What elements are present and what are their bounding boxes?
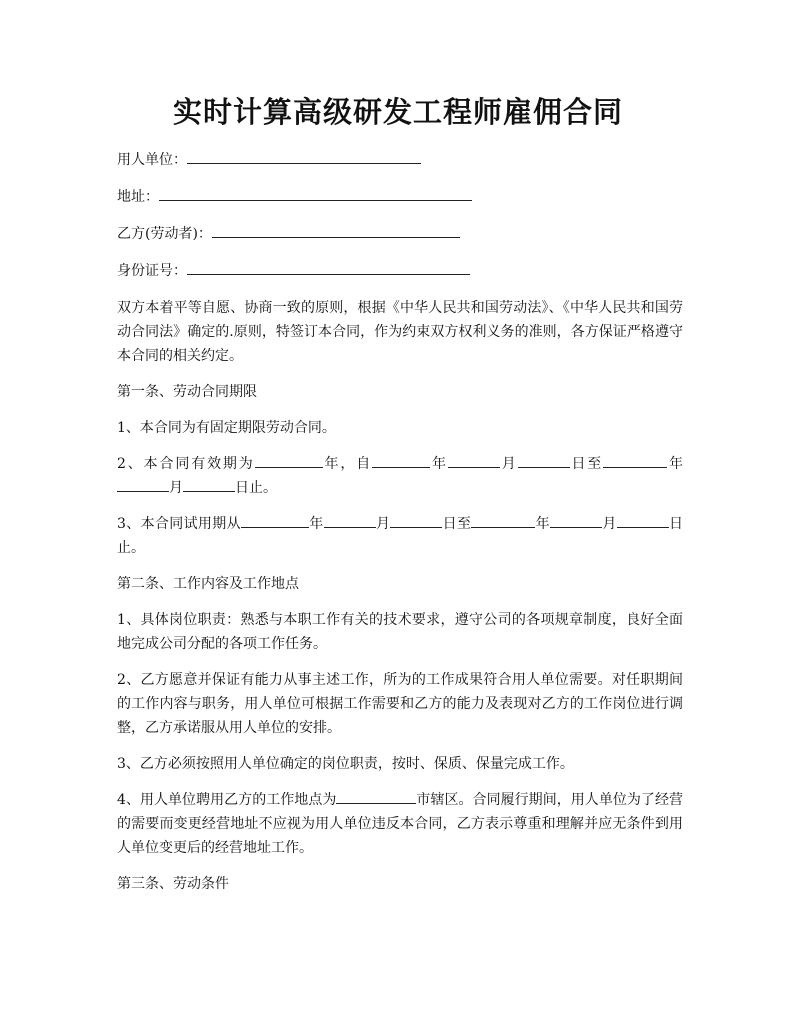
address-field [117, 185, 683, 209]
text-segment: 年 [308, 516, 324, 532]
blank [448, 453, 500, 468]
article-1-heading: 第一条、劳动合同期限 [117, 384, 257, 400]
text-segment: 2、本合同有效期为 [117, 456, 255, 472]
blank [603, 453, 667, 468]
text-segment: 日至 [569, 456, 604, 472]
employee-label: 乙方(劳动者)： [117, 226, 212, 242]
article-1-item-3 [117, 512, 683, 560]
employee-blank [212, 222, 460, 238]
id-number-label: 身份证号： [117, 263, 187, 279]
article-1-item-1: 1、本合同为有固定期限劳动合同。 [117, 420, 336, 436]
text-segment: 年，自 [322, 456, 373, 472]
blank [241, 513, 309, 528]
document-body [117, 148, 683, 908]
blank [390, 513, 442, 528]
id-number-blank [187, 259, 470, 275]
blank [336, 789, 416, 804]
text-segment: 年 [430, 456, 448, 472]
blank [372, 453, 430, 468]
article-1-item-2 [117, 452, 683, 500]
address-blank [159, 185, 472, 201]
employer-label: 用人单位： [117, 152, 187, 168]
text-segment: 日至 [442, 516, 472, 532]
blank [617, 513, 669, 528]
text-segment: 3、本合同试用期从 [117, 516, 241, 532]
blank [518, 453, 570, 468]
text-segment: 4、用人单位聘用乙方的工作地点为 [117, 792, 337, 808]
article-2-item-2: 2、乙方愿意并保证有能力从事主述工作，所为的工作成果符合用人单位需要。对任职期间的工作内容与职务，用人单位可根据工作需要和乙方的能力及表现对乙方的工作岗位进行调整，乙方承诺服从用人单位的安排。 [117, 672, 683, 736]
text-segment: 月 [169, 480, 183, 496]
text-segment: 年 [667, 456, 684, 472]
article-2-item-3: 3、乙方必须按照用人单位确定的岗位职责，按时、保质、保量完成工作。 [117, 756, 574, 772]
intro-paragraph: 双方本着平等自愿、协商一致的原则，根据《中华人民共和国劳动法》、《中华人民共和国劳动合同法》确定的.原则，特签订本合同，作为约束双方权利义务的准则，各方保证严格遵守本合同的相关约定。 [117, 300, 683, 364]
blank [117, 477, 169, 492]
text-segment: 月 [602, 516, 617, 532]
id-number-field [117, 259, 683, 283]
blank [324, 513, 376, 528]
blank [255, 453, 323, 468]
employee-field [117, 222, 683, 246]
article-2-item-4 [117, 788, 683, 860]
blank [550, 513, 602, 528]
text-segment: 月 [375, 516, 391, 532]
employer-field [117, 148, 683, 172]
text-segment: 月 [499, 456, 518, 472]
text-segment: 年 [535, 516, 551, 532]
article-2-heading: 第二条、工作内容及工作地点 [117, 576, 299, 592]
article-2-item-1: 1、具体岗位职责：熟悉与本职工作有关的技术要求，遵守公司的各项规章制度，良好全面地完成公司分配的各项工作任务。 [117, 612, 683, 652]
text-segment: 日止。 [235, 480, 277, 496]
employer-blank [187, 148, 421, 164]
text-segment: 日止。 [117, 516, 684, 556]
address-label: 地址： [117, 189, 159, 205]
document-title: 实时计算高级研发工程师雇佣合同 [172, 95, 623, 129]
text-segment: 市辖区。合同履行期间，用人单位为了经营的需要而变更经营地址不应视为用人单位违反本合同，乙方表示尊重和理解并应无条件到用人单位变更后的经营地址工作。 [117, 792, 683, 856]
blank [471, 513, 535, 528]
article-3-heading: 第三条、劳动条件 [117, 876, 229, 892]
blank [183, 477, 235, 492]
